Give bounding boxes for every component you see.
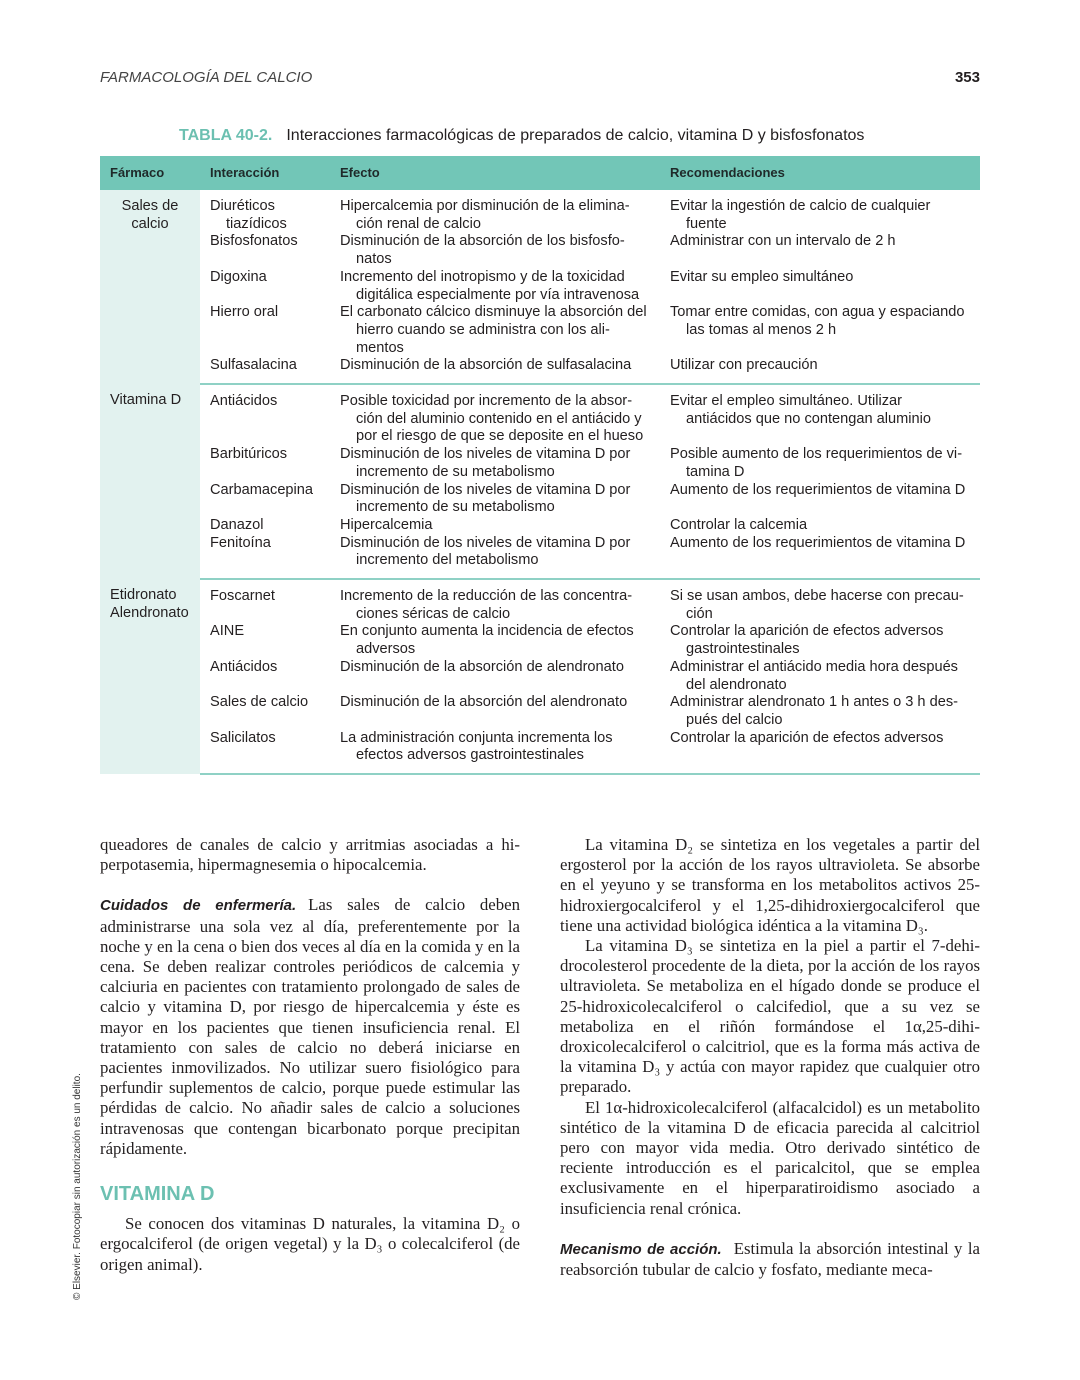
nursing-text: Las sales de calcio deben administrarse una sola vez al día, preferentemente por la noche y en la cena o bien dos veces al día en la comida y en la cena. Se deben realizar controles periódicos de calcemia y calciuria en pacientes con tratamiento prolongado de sales de calcio y vitamina D, por riesgo de hipercalcemia y éste es mayor en los pacientes que tienen insuficiencia renal. El tratamiento con sales de calcio no deberá iniciarse en pacientes inmovilizados. No utilizar suero fisiológico para perfundir suplementos de calcio, porque puede estimular las pérdidas de calcio. No añadir sales de calcio a soluciones intravenosas que contengan bicarbonato porque precipitan rápidamente. bbox=[100, 895, 520, 1158]
table-row bbox=[100, 190, 980, 233]
running-title: FARMACOLOGÍA DEL CALCIO bbox=[100, 69, 313, 86]
page-number: 353 bbox=[954, 69, 980, 86]
table-row bbox=[100, 517, 980, 535]
effect-cell: La administración conjunta incrementa los efectos adversos gastrointestinales bbox=[330, 730, 660, 774]
paragraph: queadores de canales de calcio y arritmias asociadas a hiperpotasemia, hipermagnesemia o hipocalcemia. bbox=[100, 835, 520, 875]
recommendation-cell: Si se usan ambos, debe hacerse con precaución bbox=[670, 588, 964, 622]
interaction-cell: AINE bbox=[210, 623, 245, 640]
paragraph: La vitamina D₃ se sintetiza en la piel a partir el 7-dehidrocolesterol procedente de la dieta, por la acción de los rayos ultravioleta. Se metaboliza en el hígado donde se produce el 25-hidroxicolecalciferol o calcifediol, que a su vez se metaboliza en el riñón formándose el 1α,25-dihidroxicolecalciferol o calcitriol, que es la forma más activa de la vitamina D₃ y actúa con mayor rapidez que cualquier otro preparado. bbox=[560, 936, 980, 1097]
table-caption bbox=[179, 127, 864, 145]
drug-cell: Sales de calcio bbox=[100, 190, 200, 384]
table-row bbox=[100, 304, 980, 357]
mechanism-text: Estimula la absorción intestinal y la reabsorción tubular de calcio y fosfato, mediante meca- bbox=[560, 1238, 980, 1280]
recommendation-cell: Utilizar con precaución bbox=[660, 357, 980, 384]
effect-cell: Disminución de los niveles de vitamina D por incremento del metabolismo bbox=[330, 535, 660, 579]
table-row bbox=[100, 446, 980, 481]
interaction-cell: Carbamacepina bbox=[210, 481, 314, 498]
text-column-right bbox=[560, 835, 980, 1280]
mechanism-heading: Mecanismo de acción. bbox=[560, 1240, 722, 1258]
effect-cell: El carbonato cálcico disminuye la absorción del hierro cuando se administra con los alimentos bbox=[340, 304, 647, 356]
interaction-cell: Antiácidos bbox=[210, 393, 278, 410]
col-header-recommendation: Recomendaciones bbox=[660, 156, 980, 190]
recommendation-cell: Administrar alendronato 1 h antes o 3 h después del calcio bbox=[670, 694, 959, 728]
col-header-effect: Efecto bbox=[330, 156, 660, 190]
effect-cell: En conjunto aumenta la incidencia de efectos adversos bbox=[340, 623, 634, 658]
recommendation-cell: Evitar el empleo simultáneo. Utilizar antiácidos que no contengan aluminio bbox=[670, 393, 932, 427]
paragraph: Se conocen dos vitaminas D naturales, la vitamina D₂ o ergocalciferol (de origen vegetal) y la D₃ o colecalciferol (de origen animal). bbox=[100, 1214, 520, 1274]
effect-cell: Disminución de la absorción de los bisfosfonatos bbox=[340, 233, 625, 268]
drug-cell: Etidronato Alendronato bbox=[100, 579, 200, 774]
interaction-cell: Digoxina bbox=[210, 268, 267, 285]
interaction-cell: Sulfasalacina bbox=[200, 357, 330, 384]
col-header-interaction: Interacción bbox=[200, 156, 330, 190]
effect-cell: Disminución de los niveles de vitamina D por incremento de su metabolismo bbox=[340, 446, 631, 480]
effect-cell: Disminución de la absorción del alendronato bbox=[340, 694, 628, 711]
interaction-cell: Foscarnet bbox=[210, 588, 275, 605]
table-row bbox=[100, 482, 980, 517]
effect-cell: Disminución de la absorción de sulfasalacina bbox=[330, 357, 660, 384]
recommendation-cell: Evitar su empleo simultáneo bbox=[670, 268, 854, 285]
table-row bbox=[100, 730, 980, 774]
effect-cell: Hipercalcemia por disminución de la eliminación renal de calcio bbox=[340, 198, 630, 232]
table-row bbox=[100, 535, 980, 579]
interaction-cell: Hierro oral bbox=[210, 304, 279, 321]
interaction-cell: Sales de calcio bbox=[210, 694, 309, 711]
interaction-cell: Bisfosfonatos bbox=[210, 233, 298, 250]
interaction-cell: Antiácidos bbox=[210, 658, 278, 675]
interactions-table bbox=[100, 156, 980, 775]
recommendation-cell: Administrar con un intervalo de 2 h bbox=[670, 233, 896, 250]
interaction-cell: Diuréticos tiazídicos bbox=[210, 198, 287, 232]
table-label: TABLA 40-2. bbox=[179, 127, 273, 144]
nursing-heading: Cuidados de enfermería. bbox=[100, 897, 297, 915]
interaction-cell: Danazol bbox=[210, 516, 264, 533]
table-row bbox=[100, 269, 980, 304]
effect-cell: Hipercalcemia bbox=[340, 516, 433, 533]
effect-cell: Disminución de los niveles de vitamina D por incremento de su metabolismo bbox=[340, 481, 631, 516]
paragraph-mechanism bbox=[560, 1239, 980, 1280]
interaction-cell: Salicilatos bbox=[200, 730, 330, 774]
recommendation-cell: Controlar la calcemia bbox=[670, 516, 808, 533]
table-header-row bbox=[100, 156, 980, 190]
table-row bbox=[100, 579, 980, 623]
paragraph: La vitamina D₂ se sintetiza en los vegetales a partir del ergosterol por la acción de los rayos ultravioleta. Se absorbe en el yeyuno y se transforma en los metabolitos activos 25-hidroxiergocalciferol y el 1,25-dihidroxiergocalciferol que tiene una actividad biológica idéntica a la vitamina D₃. bbox=[560, 835, 980, 935]
recommendation-cell: Administrar el antiácido media hora después del alendronato bbox=[670, 658, 958, 693]
recommendation-cell: Controlar la aparición de efectos adversos bbox=[660, 730, 980, 774]
paragraph: El 1α-hidroxicolecalciferol (alfacalcidol) es un metabolito sintético de la vitamina D de eficacia parecida al calcitriol pero con mayor vida media. Otro derivado sintético de reciente introducción es el paricalcitol, que se emplea exclusivamente en el hiperparatiroidismo asociado a insuficiencia renal crónica. bbox=[560, 1097, 980, 1218]
table-row bbox=[100, 357, 980, 384]
effect-cell: Posible toxicidad por incremento de la absorción del aluminio contenido en el antiácido y por el riesgo de que se deposite en el hueso bbox=[340, 393, 644, 445]
col-header-drug: Fármaco bbox=[100, 156, 200, 190]
recommendation-cell: Aumento de los requerimientos de vitamina D bbox=[660, 535, 980, 579]
interaction-cell: Barbitúricos bbox=[210, 446, 288, 463]
copyright-notice: © Elsevier. Fotocopiar sin autorización es un delito. bbox=[72, 1073, 83, 1300]
table-row bbox=[100, 623, 980, 658]
table-row bbox=[100, 384, 980, 446]
interaction-cell: Fenitoína bbox=[200, 535, 330, 579]
table-row bbox=[100, 694, 980, 729]
recommendation-cell: Evitar la ingestión de calcio de cualquier fuente bbox=[670, 198, 931, 232]
table-row bbox=[100, 233, 980, 268]
drug-cell: Vitamina D bbox=[100, 384, 200, 579]
recommendation-cell: Posible aumento de los requerimientos de vitamina D bbox=[670, 446, 963, 480]
effect-cell: Incremento del inotropismo y de la toxicidad digitálica especialmente por vía intravenosa bbox=[340, 268, 640, 303]
recommendation-cell: Aumento de los requerimientos de vitamina D bbox=[670, 481, 966, 498]
section-title: VITAMINA D bbox=[100, 1183, 215, 1206]
table-title: Interacciones farmacológicas de preparados de calcio, vitamina D y bisfosfonatos bbox=[286, 127, 865, 144]
recommendation-cell: Tomar entre comidas, con agua y espaciando las tomas al menos 2 h bbox=[670, 304, 965, 338]
effect-cell: Incremento de la reducción de las concentraciones séricas de calcio bbox=[340, 588, 633, 622]
text-column-left bbox=[100, 835, 520, 1275]
effect-cell: Disminución de la absorción de alendronato bbox=[340, 658, 624, 675]
recommendation-cell: Controlar la aparición de efectos adversos gastrointestinales bbox=[670, 623, 944, 658]
table-row bbox=[100, 659, 980, 694]
paragraph-nursing bbox=[100, 895, 520, 1159]
